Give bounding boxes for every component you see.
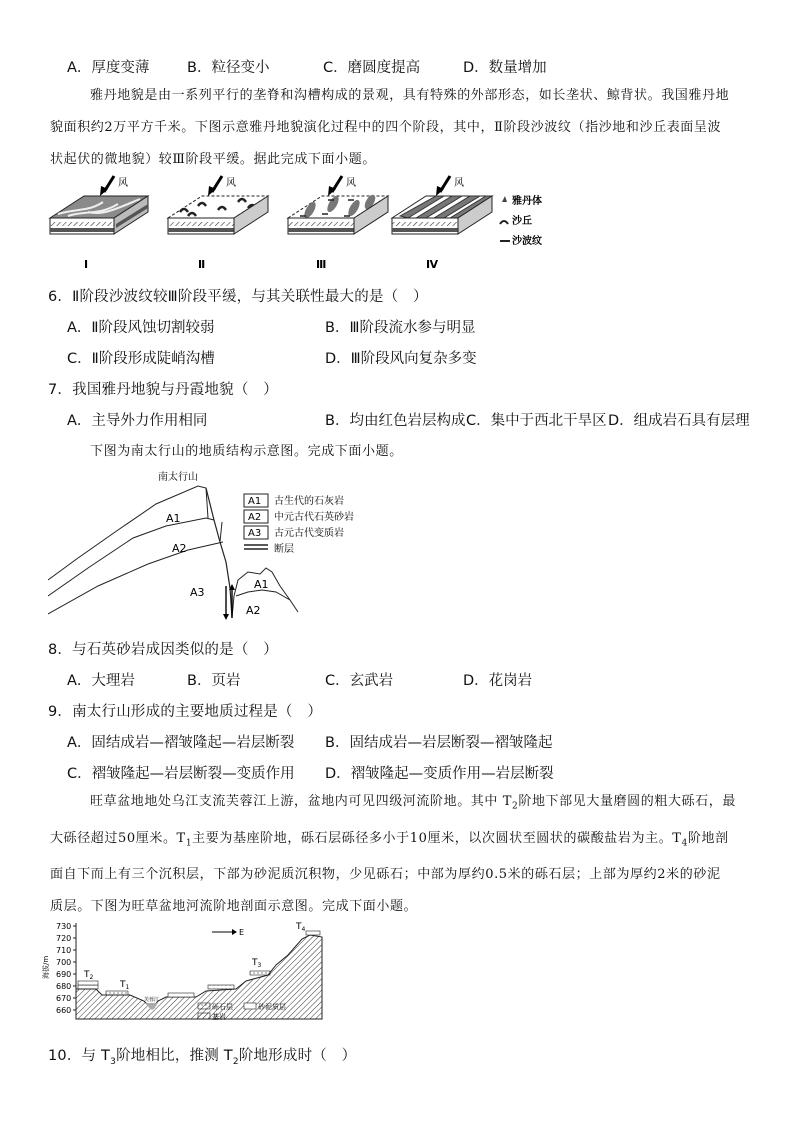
passage-line: 旺草盆地地处乌江支流芙蓉江上游，盆地内可见四级河流阶地。其中 $T_2$阶地下部见大量磨圆的粗大砾石，最 <box>90 794 736 812</box>
stage-label-4: Ⅳ <box>426 258 439 271</box>
passage-line: 貌面积约2万平方千米。下图示意雅丹地貌演化过程中的四个阶段，其中，Ⅱ阶段沙波纹（指沙地和沙丘表面呈波 <box>50 120 722 135</box>
terrace-label-t1: $T_1$ <box>120 980 130 991</box>
passage-line: 雅丹地貌是由一系列平行的垄脊和沟槽构成的景观，具有特殊的外部形态，如长垄状、鲸背状。我国雅丹地 <box>90 88 730 103</box>
wind-label: 风 <box>346 178 356 189</box>
q9-option-c: C．褶皱隆起—岩层断裂—变质作用 <box>67 766 295 782</box>
y-tick: 670 <box>56 994 72 1003</box>
passage-taihang: 下图为南太行山的地质结构示意图。完成下面小题。 <box>90 444 403 459</box>
q9-stem: 9．南太行山形成的主要地质过程是（ ） <box>48 704 323 720</box>
q10-stem: 10．与 $T_3$阶地相比，推测 $T_2$阶地形成时（ ） <box>48 1048 357 1067</box>
legend-bedrock: 基岩 <box>212 1013 226 1021</box>
label-a2-left: A2 <box>172 542 187 555</box>
label-a3: A3 <box>190 586 205 599</box>
q5-option-c: C．磨圆度提高 <box>323 60 421 76</box>
terrace-label-t2: $T_2$ <box>84 970 94 981</box>
q6-option-c: C．Ⅱ阶段形成陡峭沟槽 <box>67 351 215 367</box>
legend-text-a3: 古元古代变质岩 <box>274 528 344 539</box>
terrace-label-t3: $T_3$ <box>252 958 262 969</box>
label-a1-left: A1 <box>166 512 181 525</box>
yardang-legend <box>500 194 542 247</box>
stage-3-block <box>288 193 388 234</box>
river-label: 芙蓉江 <box>144 997 160 1003</box>
stage-1-block <box>50 196 148 234</box>
legend-code-a3: A3 <box>248 528 262 539</box>
q7-option-c: C．集中于西北干旱区 <box>466 413 607 429</box>
stage-label-1: Ⅰ <box>84 258 89 271</box>
q8-stem: 8．与石英砂岩成因类似的是（ ） <box>48 642 278 658</box>
y-tick: 690 <box>56 970 72 979</box>
y-tick: 660 <box>56 1006 72 1015</box>
legend-sand-ripple: 沙波纹 <box>512 236 542 247</box>
legend-text-fault: 断层 <box>274 544 294 555</box>
q7-option-d: D．组成岩石具有层理 <box>608 413 750 429</box>
q5-option-a: A．厚度变薄 <box>67 60 150 76</box>
y-axis-ticks <box>56 922 76 1015</box>
legend-text-a2: 中元古代石英砂岩 <box>274 512 354 523</box>
q6-option-d: D．Ⅲ阶段风向复杂多变 <box>325 351 477 367</box>
q9-option-a: A．固结成岩—褶皱隆起—岩层断裂 <box>67 735 295 751</box>
direction-label: E <box>239 928 245 937</box>
taihang-title: 南太行山 <box>158 472 198 483</box>
legend-dune: 沙丘 <box>512 216 532 227</box>
passage-line: 面自下而上有三个沉积层，下部为砂泥质沉积物，少见砾石；中部为厚约0.5米的砾石层；上部为厚约2米的砂泥 <box>50 867 721 883</box>
wind-label: 风 <box>118 178 128 189</box>
legend-code-a2: A2 <box>248 512 262 523</box>
q5-option-d: D．数量增加 <box>463 60 547 76</box>
wind-label: 风 <box>226 178 236 189</box>
q6-option-b: B．Ⅲ阶段流水参与明显 <box>325 320 476 336</box>
yardang-evolution-figure <box>48 172 568 280</box>
label-a1-right: A1 <box>254 578 269 591</box>
y-tick: 720 <box>56 934 72 943</box>
q9-option-d: D．褶皱隆起—变质作用—岩层断裂 <box>325 766 554 782</box>
legend-yardang-body: 雅丹体 <box>512 196 542 207</box>
wind-arrows <box>100 176 450 196</box>
taihang-geology-figure <box>48 468 378 626</box>
passage-line: 质层。下图为旺草盆地河流阶地剖面示意图。完成下面小题。 <box>50 899 418 915</box>
taihang-legend <box>244 494 354 555</box>
passage-terrace <box>50 786 750 923</box>
y-tick: 710 <box>56 946 72 955</box>
stage-2-block <box>168 196 268 234</box>
q7-stem: 7．我国雅丹地貌与丹霞地貌（ ） <box>48 382 278 398</box>
legend-sand-mud: 砂泥质层 <box>258 1003 286 1011</box>
terrace-profile-figure <box>40 915 330 1027</box>
stage-4-block <box>392 196 492 234</box>
q8-option-a: A．大理岩 <box>67 673 135 689</box>
passage-yardang <box>50 80 750 176</box>
q7-option-a: A．主导外力作用相同 <box>67 413 208 429</box>
legend-code-a1: A1 <box>248 496 262 507</box>
y-axis-label: 海拔/m <box>42 955 50 979</box>
label-a2-right: A2 <box>246 604 261 617</box>
q8-option-b: B．页岩 <box>187 673 241 689</box>
q5-option-b: B．粒径变小 <box>187 60 270 76</box>
y-tick: 730 <box>56 922 72 931</box>
stage-label-2: Ⅱ <box>198 258 206 271</box>
q9-option-b: B．固结成岩—岩层断裂—褶皱隆起 <box>325 735 553 751</box>
q6-option-a: A．Ⅱ阶段风蚀切割较弱 <box>67 320 215 336</box>
q6-stem: 6．Ⅱ阶段沙波纹较Ⅲ阶段平缓，与其关联性最大的是（ ） <box>48 289 428 305</box>
passage-line: 大砾径超过50厘米。$T_1$主要为基座阶地，砾石层砾径多小于10厘米，以次圆状至圆状的碳酸盐岩为主。$T_4$阶地剖 <box>50 830 729 849</box>
stage-label-3: Ⅲ <box>316 258 327 271</box>
q7-option-b: B．均由红色岩层构成 <box>325 413 466 429</box>
q8-option-d: D．花岗岩 <box>463 673 533 689</box>
y-tick: 680 <box>56 982 72 991</box>
passage-line: 状起伏的微地貌）较Ⅲ阶段平缓。据此完成下面小题。 <box>50 152 376 167</box>
wind-label: 风 <box>454 178 464 189</box>
q8-option-c: C．玄武岩 <box>325 673 394 689</box>
legend-text-a1: 古生代的石灰岩 <box>274 496 344 507</box>
y-tick: 700 <box>56 958 72 967</box>
terrace-label-t4: $T_4$ <box>296 922 306 933</box>
legend-gravel: 砾石层 <box>212 1003 233 1011</box>
